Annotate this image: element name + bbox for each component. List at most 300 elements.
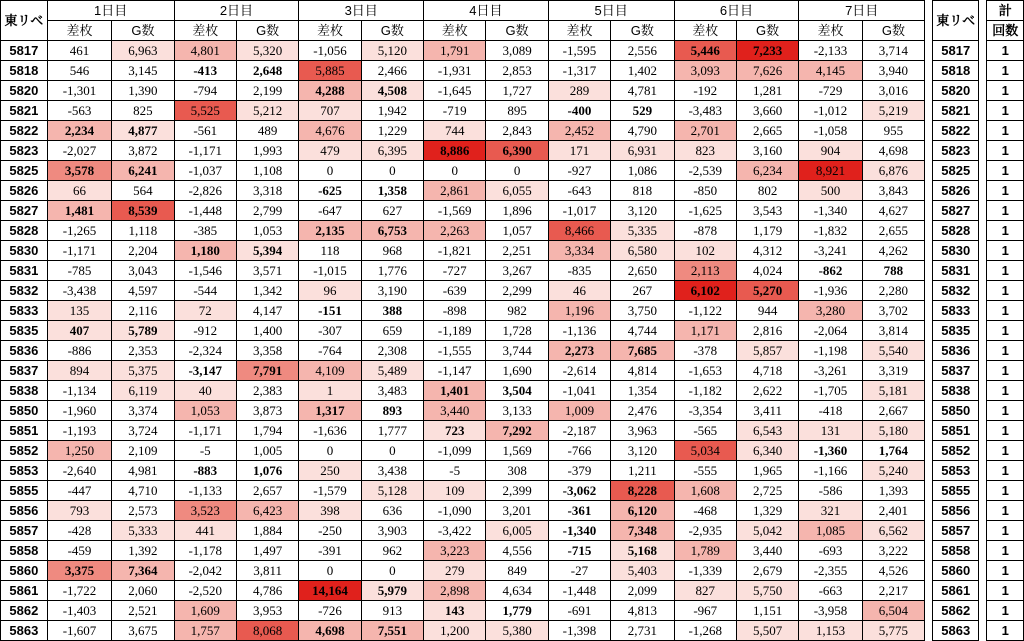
sub-header-games: G数 [236,21,298,41]
games-cell: 1,777 [361,421,423,441]
diff-cell: -727 [424,261,486,281]
diff-cell: -1,936 [799,281,862,301]
games-cell: 944 [736,301,798,321]
diff-cell: 1,789 [674,541,736,561]
machine-number-left: 5833 [1,301,48,321]
games-cell: 2,622 [736,381,798,401]
diff-cell: 250 [299,461,361,481]
spacer [979,121,987,141]
games-cell: 3,940 [862,61,924,81]
diff-cell: -2,042 [174,561,236,581]
count-cell: 1 [987,321,1024,341]
machine-number-left: 5853 [1,461,48,481]
diff-cell: -2,324 [174,341,236,361]
diff-cell: 500 [799,181,862,201]
games-cell: 6,580 [611,241,674,261]
diff-cell: 2,273 [548,341,610,361]
table-row [1,361,1024,381]
spacer [979,441,987,461]
games-cell: 2,655 [862,221,924,241]
table-row [1,241,1024,261]
spacer [925,481,933,501]
machine-number-right: 5853 [933,461,979,481]
diff-cell: 3,578 [47,161,111,181]
games-cell: 2,308 [361,341,423,361]
day-header: 4日目 [424,1,549,21]
diff-cell: 744 [424,121,486,141]
diff-cell: -1,579 [299,481,361,501]
games-cell: 1,076 [236,461,298,481]
count-cell: 1 [987,101,1024,121]
diff-cell: -2,614 [548,361,610,381]
spacer [925,241,933,261]
diff-cell: 407 [47,321,111,341]
diff-cell: -555 [674,461,736,481]
games-cell: 5,375 [112,361,174,381]
diff-cell: 1 [299,381,361,401]
games-cell: 4,312 [736,241,798,261]
diff-cell: -1,189 [424,321,486,341]
sub-header-games: G数 [486,21,548,41]
diff-cell: -1,625 [674,201,736,221]
diff-cell: -1,360 [799,441,862,461]
games-cell: 7,364 [112,561,174,581]
diff-cell: -3,958 [799,601,862,621]
diff-cell: -2,133 [799,41,862,61]
games-cell: 962 [361,541,423,561]
diff-cell: -27 [548,561,610,581]
games-cell: 3,089 [486,41,548,61]
machine-number-left: 5828 [1,221,48,241]
table-row [1,381,1024,401]
games-cell: 3,953 [236,601,298,621]
games-cell: 6,005 [486,521,548,541]
diff-cell: 14,164 [299,581,361,601]
diff-cell: 3,440 [424,401,486,421]
count-cell: 1 [987,381,1024,401]
games-cell: 5,789 [112,321,174,341]
games-cell: 1,497 [236,541,298,561]
games-cell: 4,877 [112,121,174,141]
games-cell: 4,526 [862,561,924,581]
machine-number-right: 5852 [933,441,979,461]
games-cell: 6,395 [361,141,423,161]
games-cell: 7,551 [361,621,423,641]
games-cell: 529 [611,101,674,121]
games-cell: 1,118 [112,221,174,241]
spacer [979,381,987,401]
machine-number-left: 5838 [1,381,48,401]
games-cell: 968 [361,241,423,261]
games-cell: 2,060 [112,581,174,601]
diff-cell: -1,171 [174,421,236,441]
spacer [925,281,933,301]
diff-cell: -3,354 [674,401,736,421]
spacer [979,181,987,201]
diff-cell: -764 [299,341,361,361]
machine-number-right: 5821 [933,101,979,121]
diff-cell: 2,113 [674,261,736,281]
diff-cell: 2,135 [299,221,361,241]
table-row [1,101,1024,121]
table-row [1,501,1024,521]
machine-number-left: 5836 [1,341,48,361]
diff-cell: -544 [174,281,236,301]
diff-cell: -1,041 [548,381,610,401]
games-cell: 1,993 [236,141,298,161]
games-cell: 6,753 [361,221,423,241]
spacer [925,261,933,281]
diff-cell: 8,466 [548,221,610,241]
games-cell: 6,963 [112,41,174,61]
table-row [1,421,1024,441]
machine-number-left: 5821 [1,101,48,121]
diff-cell: 5,034 [674,441,736,461]
diff-cell: -3,438 [47,281,111,301]
count-cell: 1 [987,161,1024,181]
sub-header-diff: 差枚 [174,21,236,41]
diff-cell: -1,636 [299,421,361,441]
games-cell: 3,814 [862,321,924,341]
games-cell: 3,319 [862,361,924,381]
diff-cell: -691 [548,601,610,621]
games-cell: 3,160 [736,141,798,161]
table-row [1,461,1024,481]
diff-cell: -912 [174,321,236,341]
diff-cell: 793 [47,501,111,521]
diff-cell: -1,037 [174,161,236,181]
games-cell: 7,626 [736,61,798,81]
machine-number-left: 5862 [1,601,48,621]
diff-cell: 4,145 [799,61,862,81]
table-row [1,581,1024,601]
games-cell: 849 [486,561,548,581]
table-row [1,201,1024,221]
diff-cell: -878 [674,221,736,241]
machine-number-left: 5850 [1,401,48,421]
diff-cell: 143 [424,601,486,621]
games-cell: 3,222 [862,541,924,561]
games-cell: 3,903 [361,521,423,541]
games-cell: 6,423 [236,501,298,521]
diff-cell: 0 [299,161,361,181]
diff-cell: 3,523 [174,501,236,521]
spacer [925,621,933,641]
spacer [979,401,987,421]
right-label-header: 東リベ [933,1,979,41]
count-cell: 1 [987,301,1024,321]
diff-cell: 1,608 [674,481,736,501]
games-cell: 818 [611,181,674,201]
spacer [979,1,987,21]
games-cell: 5,320 [236,41,298,61]
diff-cell: -3,241 [799,241,862,261]
diff-cell: -967 [674,601,736,621]
spacer [925,61,933,81]
games-cell: 6,562 [862,521,924,541]
games-cell: 1,965 [736,461,798,481]
table-row [1,621,1024,641]
machine-number-left: 5835 [1,321,48,341]
games-cell: 1,690 [486,361,548,381]
spacer [925,461,933,481]
diff-cell: 1,171 [674,321,736,341]
diff-cell: 827 [674,581,736,601]
games-cell: 1,342 [236,281,298,301]
games-cell: 3,660 [736,101,798,121]
count-cell: 1 [987,81,1024,101]
diff-cell: -459 [47,541,111,561]
games-cell: 5,403 [611,561,674,581]
count-cell: 1 [987,241,1024,261]
diff-cell: -151 [299,301,361,321]
games-cell: 3,411 [736,401,798,421]
diff-cell: -561 [174,121,236,141]
games-cell: 3,120 [611,201,674,221]
diff-cell: 5,885 [299,61,361,81]
games-cell: 2,280 [862,281,924,301]
diff-cell: 46 [548,281,610,301]
diff-cell: -586 [799,481,862,501]
games-cell: 1,779 [486,601,548,621]
spacer [925,361,933,381]
diff-cell: -1,653 [674,361,736,381]
spacer [979,21,987,41]
games-cell: 1,229 [361,121,423,141]
games-cell: 6,390 [486,141,548,161]
games-cell: 5,270 [736,281,798,301]
spacer [979,221,987,241]
machine-number-right: 5858 [933,541,979,561]
games-cell: 4,981 [112,461,174,481]
diff-cell: -2,520 [174,581,236,601]
diff-cell: -719 [424,101,486,121]
diff-cell: -3,422 [424,521,486,541]
count-cell: 1 [987,481,1024,501]
diff-cell: 0 [424,161,486,181]
diff-cell: -766 [548,441,610,461]
diff-cell: 171 [548,141,610,161]
count-cell: 1 [987,41,1024,61]
diff-cell: 3,280 [799,301,862,321]
diff-cell: 8,921 [799,161,862,181]
spacer [925,441,933,461]
count-cell: 1 [987,461,1024,481]
games-cell: 3,120 [611,441,674,461]
sub-header-diff: 差枚 [548,21,610,41]
spacer [979,621,987,641]
diff-cell: -927 [548,161,610,181]
spacer [925,201,933,221]
diff-cell: 4,801 [174,41,236,61]
games-cell: 4,744 [611,321,674,341]
games-cell: 1,329 [736,501,798,521]
games-cell: 1,569 [486,441,548,461]
games-cell: 5,540 [862,341,924,361]
diff-cell: 6,102 [674,281,736,301]
diff-cell: -785 [47,261,111,281]
table-row [1,321,1024,341]
games-cell: 4,627 [862,201,924,221]
spacer [925,301,933,321]
diff-cell: -2,355 [799,561,862,581]
table-row [1,521,1024,541]
diff-cell: -1,012 [799,101,862,121]
diff-cell: 1,317 [299,401,361,421]
games-cell: 3,133 [486,401,548,421]
games-cell: 3,145 [112,61,174,81]
diff-cell: -5 [424,461,486,481]
games-cell: 2,466 [361,61,423,81]
games-cell: 5,979 [361,581,423,601]
machine-number-right: 5857 [933,521,979,541]
games-cell: 2,204 [112,241,174,261]
games-cell: 3,267 [486,261,548,281]
machine-number-left: 5826 [1,181,48,201]
diff-cell: -1,448 [174,201,236,221]
spacer [925,341,933,361]
games-cell: 3,438 [361,461,423,481]
table-row [1,41,1024,61]
diff-cell: 2,701 [674,121,736,141]
games-cell: 4,024 [736,261,798,281]
diff-cell: -250 [299,521,361,541]
machine-number-right: 5835 [933,321,979,341]
diff-cell: -1,301 [47,81,111,101]
count-cell: 1 [987,441,1024,461]
sub-header-diff: 差枚 [47,21,111,41]
diff-cell: -693 [799,541,862,561]
games-cell: 4,508 [361,81,423,101]
games-cell: 6,241 [112,161,174,181]
day-header: 5日目 [548,1,674,21]
games-cell: 3,043 [112,261,174,281]
games-cell: 267 [611,281,674,301]
spacer [979,261,987,281]
diff-cell: -192 [674,81,736,101]
diff-cell: -1,821 [424,241,486,261]
spacer [979,501,987,521]
spacer [925,421,933,441]
diff-cell: -639 [424,281,486,301]
table-row [1,281,1024,301]
diff-cell: -1,015 [299,261,361,281]
diff-cell: -1,448 [548,581,610,601]
games-cell: 913 [361,601,423,621]
diff-cell: 723 [424,421,486,441]
games-cell: 2,853 [486,61,548,81]
machine-number-right: 5817 [933,41,979,61]
games-cell: 2,573 [112,501,174,521]
diff-cell: -625 [299,181,361,201]
games-cell: 982 [486,301,548,321]
diff-cell: -1,607 [47,621,111,641]
diff-cell: 1,200 [424,621,486,641]
table-row [1,161,1024,181]
games-cell: 2,199 [236,81,298,101]
games-cell: 0 [361,561,423,581]
diff-cell: -307 [299,321,361,341]
games-cell: 3,702 [862,301,924,321]
diff-cell: -1,931 [424,61,486,81]
diff-cell: 5,446 [674,41,736,61]
diff-cell: 0 [299,561,361,581]
games-cell: 2,476 [611,401,674,421]
day-header: 6日目 [674,1,799,21]
sub-header-games: G数 [736,21,798,41]
games-cell: 955 [862,121,924,141]
diff-cell: 1,196 [548,301,610,321]
spacer [925,401,933,421]
diff-cell: 3,223 [424,541,486,561]
count-cell: 1 [987,401,1024,421]
games-cell: 4,556 [486,541,548,561]
machine-number-left: 5832 [1,281,48,301]
diff-cell: -647 [299,201,361,221]
machine-number-right: 5823 [933,141,979,161]
games-cell: 7,292 [486,421,548,441]
games-cell: 3,358 [236,341,298,361]
table-row [1,601,1024,621]
games-cell: 802 [736,181,798,201]
diff-cell: 4,676 [299,121,361,141]
games-cell: 1,354 [611,381,674,401]
machine-number-left: 5837 [1,361,48,381]
games-cell: 2,650 [611,261,674,281]
machine-number-left: 5860 [1,561,48,581]
table-row [1,561,1024,581]
games-cell: 4,698 [862,141,924,161]
diff-cell: -1,017 [548,201,610,221]
games-cell: 2,099 [611,581,674,601]
machine-number-left: 5831 [1,261,48,281]
sub-header-diff: 差枚 [299,21,361,41]
machine-number-right: 5838 [933,381,979,401]
spacer [925,541,933,561]
spacer [979,141,987,161]
day-header: 7日目 [799,1,925,21]
diff-cell: 707 [299,101,361,121]
machine-number-left: 5822 [1,121,48,141]
diff-cell: -862 [799,261,862,281]
diff-cell: -1,090 [424,501,486,521]
diff-cell: -1,099 [424,441,486,461]
diff-cell: 109 [424,481,486,501]
games-cell: 6,234 [736,161,798,181]
games-cell: 4,597 [112,281,174,301]
games-cell: 3,873 [236,401,298,421]
games-cell: 2,799 [236,201,298,221]
games-cell: 8,068 [236,621,298,641]
diff-cell: -1,398 [548,621,610,641]
games-cell: 1,390 [112,81,174,101]
spacer [925,221,933,241]
machine-number-right: 5826 [933,181,979,201]
spacer [979,541,987,561]
games-cell: 5,489 [361,361,423,381]
machine-number-right: 5851 [933,421,979,441]
games-cell: 5,042 [736,521,798,541]
machine-number-left: 5827 [1,201,48,221]
diff-cell: -2,027 [47,141,111,161]
diff-cell: -2,064 [799,321,862,341]
games-cell: 1,211 [611,461,674,481]
games-cell: 5,128 [361,481,423,501]
diff-cell: 1,009 [548,401,610,421]
games-cell: 1,727 [486,81,548,101]
games-cell: 5,168 [611,541,674,561]
diff-cell: 0 [299,441,361,461]
